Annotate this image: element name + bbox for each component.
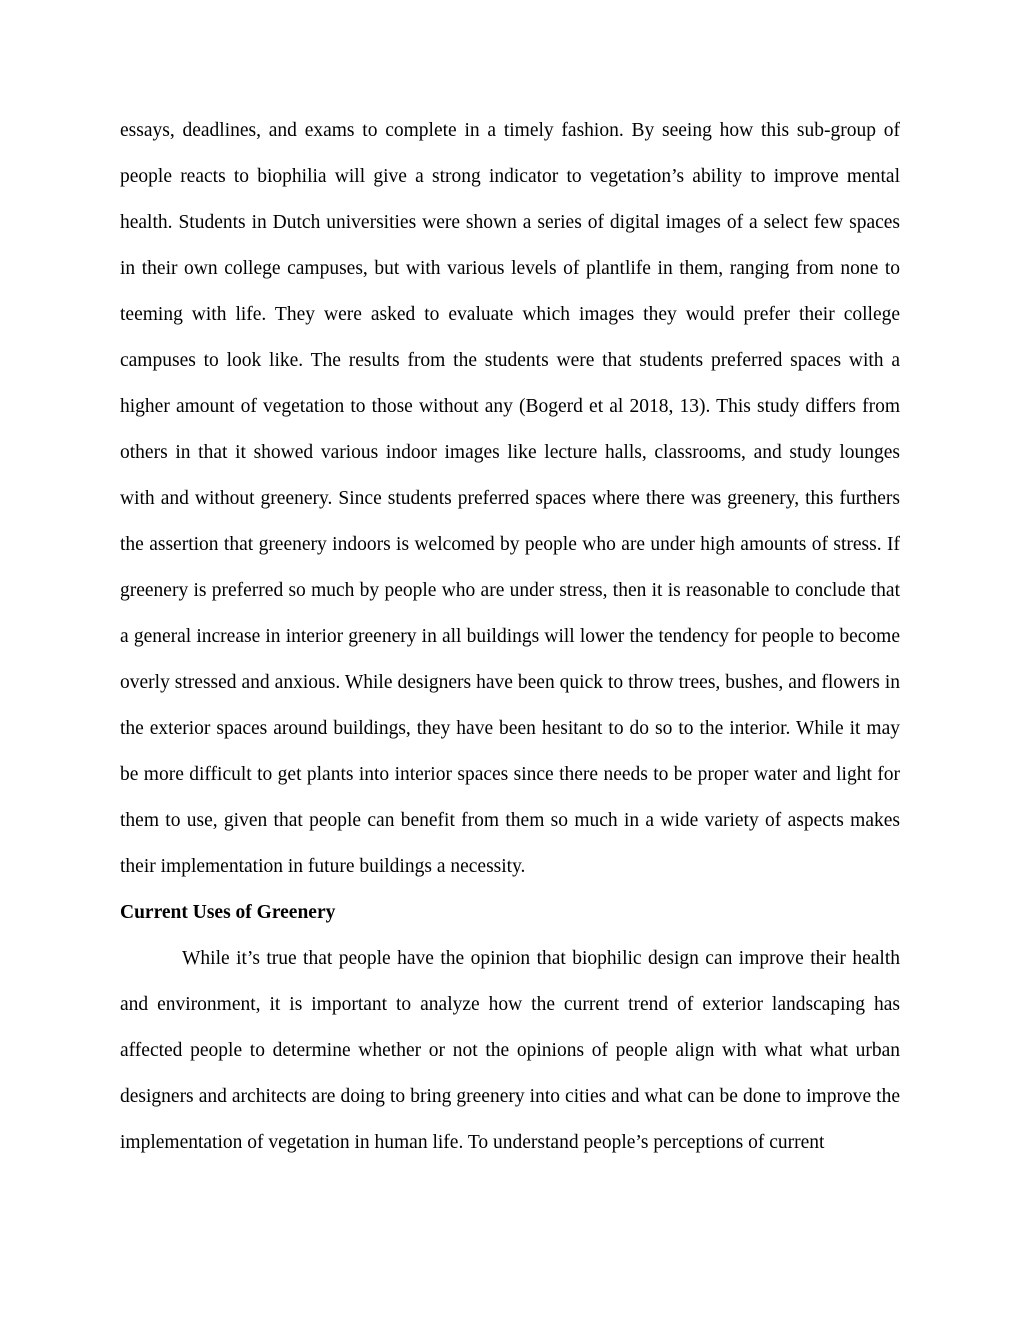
body-paragraph-continued: essays, deadlines, and exams to complete in a timely fashion. By seeing how this sub-group of people reacts to biophilia will give a strong indicator to vegetation’s ability to improve mental health. Students in Dutch universities were shown a series of digital images of a select few spaces in their own college campuses, but with various levels of plantlife in them, ranging from none to teeming with life. They were asked to evaluate which images they would prefer their college campuses to look like. The results from the students were that students preferred spaces with a higher amount of vegetation to those without any (Bogerd et al 2018, 13). This study differs from others in that it showed various indoor images like lecture halls, classrooms, and study lounges with and without greenery. Since students preferred spaces where there was greenery, this furthers the assertion that greenery indoors is welcomed by people who are under high amounts of stress. If greenery is preferred so much by people who are under stress, then it is reasonable to conclude that a general increase in interior greenery in all buildings will lower the tendency for people to become overly stressed and anxious. While designers have been quick to throw trees, bushes, and flowers in the exterior spaces around buildings, they have been hesitant to do so to the interior. While it may be more difficult to get plants into interior spaces since there needs to be proper water and light for them to use, given that people can benefit from them so much in a wide variety of aspects makes their implementation in future buildings a necessity. (120, 120, 900, 877)
section-heading: Current Uses of Greenery (120, 902, 336, 923)
body-paragraph: While it’s true that people have the opinion that biophilic design can improve their health and environment, it is important to analyze how the current trend of exterior landscaping has affected people to determine whether or not the opinions of people align with what what urban designers and architects are doing to bring greenery into cities and what can be done to improve the implementation of vegetation in human life. To understand people’s perceptions of current (120, 948, 900, 1153)
